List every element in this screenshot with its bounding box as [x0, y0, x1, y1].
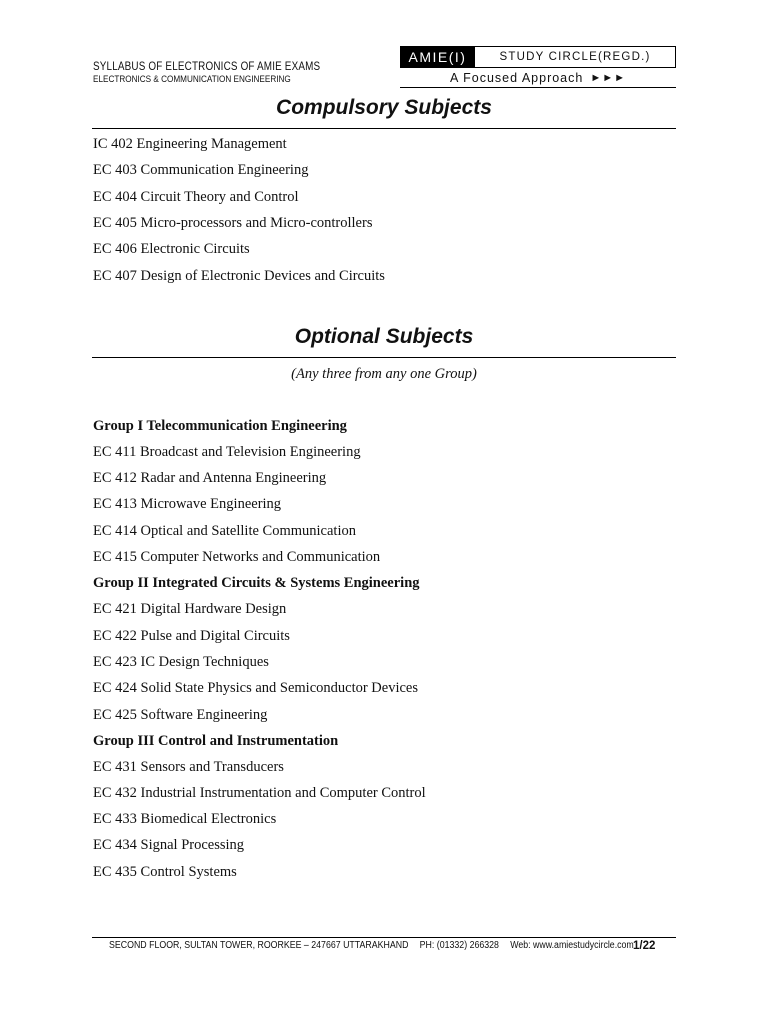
subject-item: EC 433 Biomedical Electronics [93, 811, 277, 827]
subject-item: EC 414 Optical and Satellite Communication [93, 523, 356, 539]
group-heading: Group I Telecommunication Engineering [93, 418, 347, 434]
subject-item: EC 411 Broadcast and Television Engineering [93, 444, 361, 460]
subject-item: EC 405 Micro-processors and Micro-controllers [93, 215, 373, 231]
subject-item: EC 404 Circuit Theory and Control [93, 189, 299, 205]
branch-title: ELECTRONICS & COMMUNICATION ENGINEERING [93, 74, 291, 85]
footer-divider [92, 937, 676, 938]
subject-item: EC 423 IC Design Techniques [93, 654, 269, 670]
footer-website: Web: www.amiestudycircle.com [510, 940, 634, 951]
group-heading: Group II Integrated Circuits & Systems Engineering [93, 575, 420, 591]
document-header-left [93, 61, 357, 86]
heading-divider [92, 357, 676, 358]
triple-arrow-icon: ►►► [590, 72, 627, 84]
subject-item: EC 432 Industrial Instrumentation and Computer Control [93, 785, 426, 801]
subject-item: EC 415 Computer Networks and Communication [93, 549, 381, 565]
study-circle-badge [400, 46, 676, 68]
subject-item: EC 406 Electronic Circuits [93, 241, 250, 257]
subject-item: EC 403 Communication Engineering [93, 162, 309, 178]
subject-item: EC 434 Signal Processing [93, 837, 245, 853]
tagline-text: A Focused Approach [449, 71, 584, 85]
footer-contact [109, 940, 643, 951]
study-circle-label: STUDY CIRCLE(REGD.) [475, 46, 676, 68]
selection-note: (Any three from any one Group) [291, 366, 477, 382]
subject-item: EC 421 Digital Hardware Design [93, 601, 287, 617]
optional-subjects-heading: Optional Subjects [294, 325, 474, 348]
subject-item: IC 402 Engineering Management [93, 136, 287, 152]
subject-item: EC 407 Design of Electronic Devices and Circuits [93, 268, 385, 284]
footer-phone: PH: (01332) 266328 [419, 940, 499, 951]
subject-item: EC 424 Solid State Physics and Semiconductor Devices [93, 680, 419, 696]
subject-item: EC 435 Control Systems [93, 864, 237, 880]
footer-address: SECOND FLOOR, SULTAN TOWER, ROORKEE – 247667 UTTARAKHAND [109, 940, 409, 951]
amie-logo-label: AMIE(I) [400, 46, 475, 68]
syllabus-title: SYLLABUS OF ELECTRONICS OF AMIE EXAMS [93, 61, 321, 73]
subject-item: EC 422 Pulse and Digital Circuits [93, 628, 290, 644]
heading-divider [92, 128, 676, 129]
group-heading: Group III Control and Instrumentation [93, 733, 339, 749]
subject-item: EC 425 Software Engineering [93, 707, 268, 723]
subject-item: EC 412 Radar and Antenna Engineering [93, 470, 327, 486]
tagline [400, 69, 676, 88]
compulsory-subjects-heading: Compulsory Subjects [276, 96, 492, 119]
subject-item: EC 413 Microwave Engineering [93, 496, 282, 512]
page-number: 1/22 [633, 940, 656, 952]
subject-item: EC 431 Sensors and Transducers [93, 759, 284, 775]
